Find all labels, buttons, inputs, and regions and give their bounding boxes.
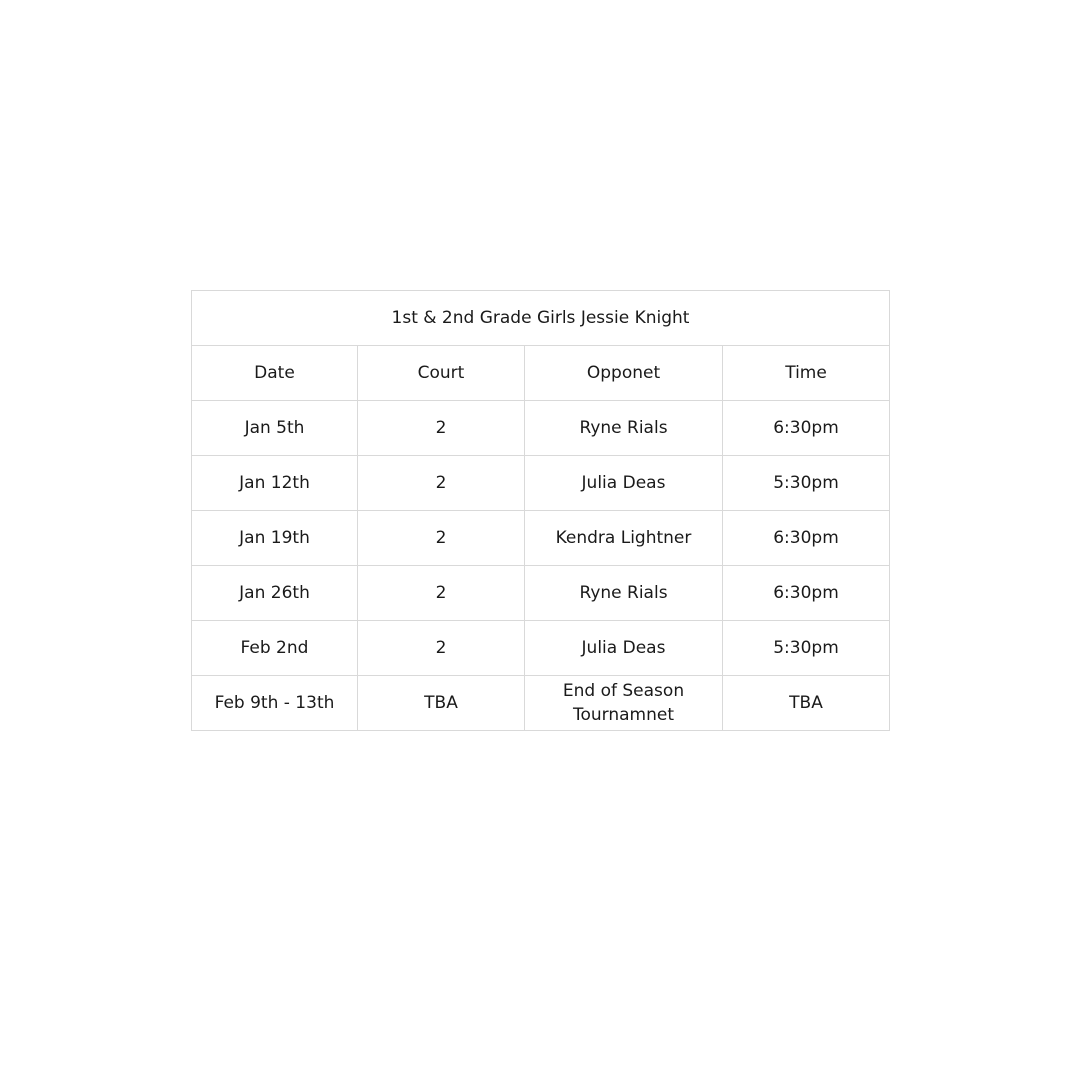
table-row bbox=[192, 401, 890, 456]
header-date: Date bbox=[192, 346, 358, 401]
schedule-table bbox=[191, 290, 890, 731]
cell-time: 5:30pm bbox=[723, 456, 890, 511]
cell-date: Jan 19th bbox=[192, 511, 358, 566]
table-row bbox=[192, 566, 890, 621]
cell-court: TBA bbox=[358, 676, 525, 731]
header-court: Court bbox=[358, 346, 525, 401]
cell-date: Jan 26th bbox=[192, 566, 358, 621]
table-row bbox=[192, 621, 890, 676]
header-time: Time bbox=[723, 346, 890, 401]
header-opponent: Opponet bbox=[525, 346, 723, 401]
cell-court: 2 bbox=[358, 401, 525, 456]
cell-opponent: End of Season Tournamnet bbox=[525, 676, 723, 731]
cell-time: 6:30pm bbox=[723, 511, 890, 566]
cell-opponent: Julia Deas bbox=[525, 621, 723, 676]
cell-date: Feb 9th - 13th bbox=[192, 676, 358, 731]
table-row bbox=[192, 456, 890, 511]
table-title: 1st & 2nd Grade Girls Jessie Knight bbox=[192, 291, 890, 346]
cell-court: 2 bbox=[358, 621, 525, 676]
cell-time: TBA bbox=[723, 676, 890, 731]
cell-date: Jan 12th bbox=[192, 456, 358, 511]
cell-time: 6:30pm bbox=[723, 401, 890, 456]
header-row bbox=[192, 346, 890, 401]
cell-court: 2 bbox=[358, 511, 525, 566]
cell-date: Jan 5th bbox=[192, 401, 358, 456]
table-row bbox=[192, 511, 890, 566]
cell-time: 6:30pm bbox=[723, 566, 890, 621]
cell-date: Feb 2nd bbox=[192, 621, 358, 676]
cell-opponent: Julia Deas bbox=[525, 456, 723, 511]
cell-opponent: Ryne Rials bbox=[525, 566, 723, 621]
cell-time: 5:30pm bbox=[723, 621, 890, 676]
title-row bbox=[192, 291, 890, 346]
cell-opponent: Ryne Rials bbox=[525, 401, 723, 456]
cell-court: 2 bbox=[358, 566, 525, 621]
cell-opponent: Kendra Lightner bbox=[525, 511, 723, 566]
cell-court: 2 bbox=[358, 456, 525, 511]
table-row bbox=[192, 676, 890, 731]
